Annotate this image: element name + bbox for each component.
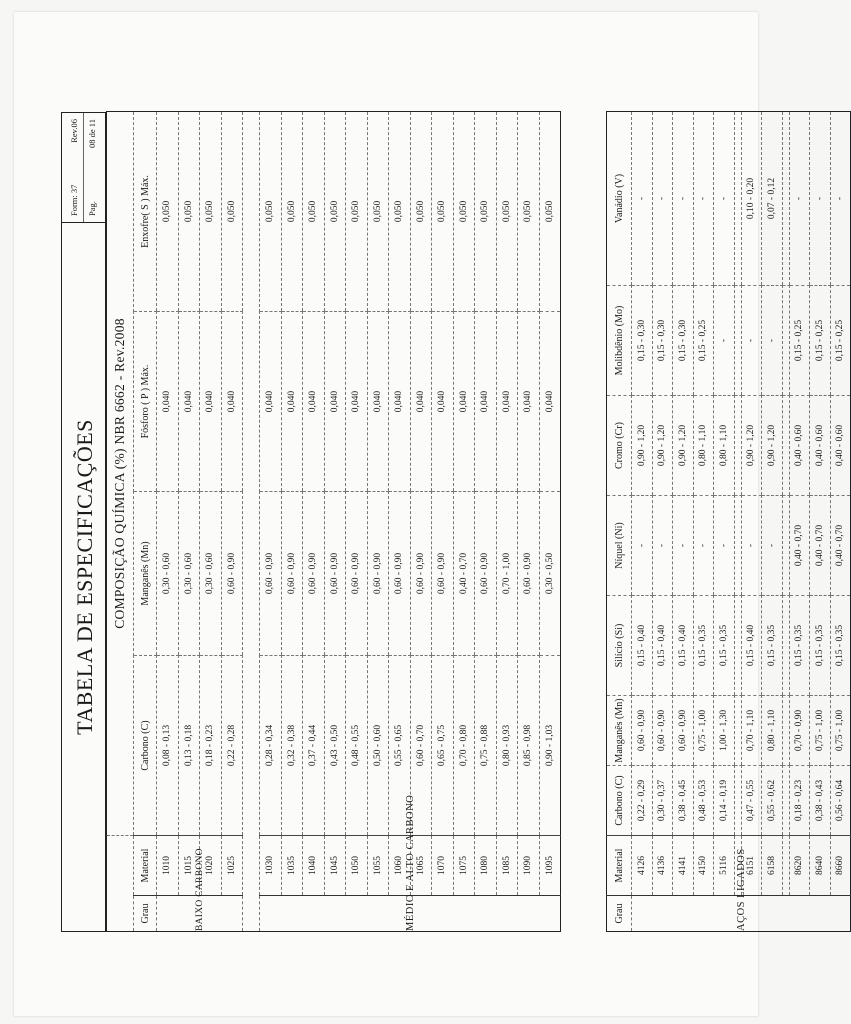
value-cell: 0,80 - 0,93 bbox=[496, 656, 518, 836]
value-cell: 0,15 - 0,35 bbox=[810, 596, 831, 696]
table2-header-cell: Material bbox=[607, 836, 632, 896]
value-cell: 0,050 bbox=[539, 111, 561, 311]
value-cell: 0,040 bbox=[389, 312, 411, 492]
table-row bbox=[221, 111, 243, 931]
value-cell: 0,90 - 1,20 bbox=[762, 396, 783, 496]
value-cell: 0,10 - 0,20 bbox=[741, 112, 762, 286]
value-cell: 0,15 - 0,40 bbox=[741, 596, 762, 696]
value-cell: 0,15 - 0,40 bbox=[632, 596, 653, 696]
value-cell: 0,40 - 0,70 bbox=[789, 496, 810, 596]
value-cell: - bbox=[789, 112, 810, 286]
value-cell: 0,90 - 1,20 bbox=[632, 396, 653, 496]
value-cell: 0,90 - 1,20 bbox=[741, 396, 762, 496]
table-row bbox=[346, 111, 368, 931]
table-row bbox=[830, 112, 851, 932]
group-gap-row bbox=[243, 111, 260, 931]
value-cell: 0,040 bbox=[367, 312, 389, 492]
table-row bbox=[539, 111, 561, 931]
table-row bbox=[762, 112, 783, 932]
gap-cell bbox=[782, 112, 789, 286]
value-cell: 0,55 - 0,62 bbox=[762, 766, 783, 836]
form-info-box bbox=[62, 113, 107, 223]
value-cell: - bbox=[714, 496, 735, 596]
value-cell: 0,60 - 0,90 bbox=[518, 492, 540, 656]
value-cell: 0,040 bbox=[281, 312, 303, 492]
value-cell: - bbox=[741, 286, 762, 396]
value-cell: - bbox=[762, 496, 783, 596]
value-cell: 0,15 - 0,35 bbox=[714, 596, 735, 696]
table-row bbox=[475, 111, 497, 931]
material-cell: 1070 bbox=[432, 836, 454, 896]
value-cell: 0,15 - 0,25 bbox=[693, 286, 714, 396]
value-cell: 0,80 - 1,10 bbox=[762, 696, 783, 766]
table-row bbox=[303, 111, 325, 931]
value-cell: 0,40 - 0,60 bbox=[830, 396, 851, 496]
row-gap bbox=[782, 112, 789, 932]
gap-cell bbox=[782, 396, 789, 496]
value-cell: 0,15 - 0,30 bbox=[652, 286, 673, 396]
material-cell: 6151 bbox=[741, 836, 762, 896]
value-cell: 0,70 - 1,10 bbox=[741, 696, 762, 766]
value-cell: 0,040 bbox=[475, 312, 497, 492]
value-cell: 0,47 - 0,55 bbox=[741, 766, 762, 836]
value-cell: 0,15 - 0,35 bbox=[830, 596, 851, 696]
value-cell: 0,15 - 0,25 bbox=[810, 286, 831, 396]
table1-header-row bbox=[134, 111, 157, 931]
value-cell: 0,22 - 0,29 bbox=[632, 766, 653, 836]
value-cell: 0,15 - 0,30 bbox=[673, 286, 694, 396]
value-cell: 0,28 - 0,34 bbox=[260, 656, 282, 836]
table-row bbox=[157, 111, 179, 931]
value-cell: 0,15 - 0,40 bbox=[673, 596, 694, 696]
table2-header-cell: Molibdênio (Mo) bbox=[607, 286, 632, 396]
value-cell: 0,15 - 0,40 bbox=[652, 596, 673, 696]
value-cell: 0,75 - 1,00 bbox=[830, 696, 851, 766]
value-cell: 0,60 - 0,90 bbox=[432, 492, 454, 656]
value-cell: 0,60 - 0,90 bbox=[221, 492, 243, 656]
value-cell: 0,80 - 1,10 bbox=[693, 396, 714, 496]
table-row bbox=[178, 111, 200, 931]
value-cell: 0,050 bbox=[221, 111, 243, 311]
value-cell: 0,60 - 0,70 bbox=[410, 656, 432, 836]
value-cell: 0,40 - 0,60 bbox=[789, 396, 810, 496]
gap-cell bbox=[734, 396, 741, 496]
value-cell: 0,050 bbox=[157, 111, 179, 311]
material-cell: 1055 bbox=[367, 836, 389, 896]
material-cell: 1045 bbox=[324, 836, 346, 896]
value-cell: - bbox=[652, 112, 673, 286]
table2-header-cell: Carbono (C) bbox=[607, 766, 632, 836]
value-cell: 0,050 bbox=[178, 111, 200, 311]
group-label: AÇOS LIGADOS bbox=[632, 896, 851, 932]
material-cell: 1050 bbox=[346, 836, 368, 896]
value-cell: 0,040 bbox=[178, 312, 200, 492]
value-cell: 0,40 - 0,70 bbox=[453, 492, 475, 656]
table2-header-cell: Grau bbox=[607, 896, 632, 932]
value-cell: 0,56 - 0,64 bbox=[830, 766, 851, 836]
value-cell: 0,60 - 0,90 bbox=[346, 492, 368, 656]
table-row bbox=[632, 112, 653, 932]
value-cell: 0,38 - 0,43 bbox=[810, 766, 831, 836]
material-cell: 1080 bbox=[475, 836, 497, 896]
value-cell: 0,050 bbox=[281, 111, 303, 311]
gap-cell bbox=[734, 766, 741, 836]
value-cell: 0,15 - 0,35 bbox=[762, 596, 783, 696]
value-cell: 0,050 bbox=[367, 111, 389, 311]
value-cell: 0,30 - 0,37 bbox=[652, 766, 673, 836]
gap-cell bbox=[782, 496, 789, 596]
value-cell: 0,80 - 1,10 bbox=[714, 396, 735, 496]
specification-sheet bbox=[61, 112, 846, 932]
value-cell: 0,050 bbox=[518, 111, 540, 311]
value-cell: - bbox=[762, 286, 783, 396]
alloy-steel-table bbox=[606, 111, 851, 932]
value-cell: 0,040 bbox=[432, 312, 454, 492]
material-cell: 1040 bbox=[303, 836, 325, 896]
value-cell: 0,050 bbox=[432, 111, 454, 311]
gap-cell bbox=[734, 496, 741, 596]
value-cell: 0,60 - 0,90 bbox=[389, 492, 411, 656]
value-cell: 0,75 - 1,00 bbox=[810, 696, 831, 766]
table2-header-cell: Manganês (Mn) bbox=[607, 696, 632, 766]
table-row bbox=[496, 111, 518, 931]
value-cell: 0,85 - 0,98 bbox=[518, 656, 540, 836]
value-cell: 0,38 - 0,45 bbox=[673, 766, 694, 836]
gap-cell bbox=[782, 596, 789, 696]
table-row bbox=[518, 111, 540, 931]
value-cell: 0,040 bbox=[200, 312, 222, 492]
value-cell: 0,050 bbox=[496, 111, 518, 311]
value-cell: 0,70 - 0,90 bbox=[789, 696, 810, 766]
group-label: MÉDIO E ALTO CARBONO bbox=[260, 896, 561, 932]
value-cell: 0,60 - 0,90 bbox=[303, 492, 325, 656]
gap-cell bbox=[782, 836, 789, 896]
value-cell: 0,60 - 0,90 bbox=[367, 492, 389, 656]
composition-heading: COMPOSIÇÃO QUÍMICA (%) NBR 6662 - Rev.2008 bbox=[107, 111, 134, 835]
value-cell: 0,040 bbox=[410, 312, 432, 492]
value-cell: 0,70 - 0,80 bbox=[453, 656, 475, 836]
table1-header-cell: Fósforo ( P ) Máx. bbox=[134, 312, 157, 492]
value-cell: - bbox=[632, 496, 653, 596]
table1-header-cell: Grau bbox=[134, 896, 157, 932]
value-cell: 0,07 - 0,12 bbox=[762, 112, 783, 286]
material-cell: 6158 bbox=[762, 836, 783, 896]
material-cell: 1095 bbox=[539, 836, 561, 896]
table2-header-cell: Silício (Si) bbox=[607, 596, 632, 696]
gap-cell bbox=[734, 696, 741, 766]
value-cell: 0,15 - 0,25 bbox=[830, 286, 851, 396]
gap-cell bbox=[243, 111, 260, 931]
material-cell: 4150 bbox=[693, 836, 714, 896]
material-cell: 5116 bbox=[714, 836, 735, 896]
table-row bbox=[367, 111, 389, 931]
value-cell: 0,040 bbox=[346, 312, 368, 492]
value-cell: - bbox=[673, 112, 694, 286]
table-row bbox=[673, 112, 694, 932]
value-cell: 0,050 bbox=[324, 111, 346, 311]
value-cell: 0,60 - 0,90 bbox=[632, 696, 653, 766]
value-cell: 0,22 - 0,28 bbox=[221, 656, 243, 836]
form-divider bbox=[83, 113, 84, 222]
value-cell: 0,75 - 0,88 bbox=[475, 656, 497, 836]
composition-heading-row bbox=[107, 111, 134, 931]
material-cell: 4136 bbox=[652, 836, 673, 896]
value-cell: 0,18 - 0,23 bbox=[789, 766, 810, 836]
carbon-steel-table bbox=[106, 111, 561, 932]
value-cell: 0,40 - 0,60 bbox=[810, 396, 831, 496]
value-cell: 0,13 - 0,18 bbox=[178, 656, 200, 836]
value-cell: 0,050 bbox=[200, 111, 222, 311]
gap-cell bbox=[782, 696, 789, 766]
material-cell: 1025 bbox=[221, 836, 243, 896]
value-cell: - bbox=[714, 286, 735, 396]
value-cell: 0,040 bbox=[496, 312, 518, 492]
table-row bbox=[260, 111, 282, 931]
table2-header-cell: Vanádio (V) bbox=[607, 112, 632, 286]
value-cell: 0,30 - 0,50 bbox=[539, 492, 561, 656]
value-cell: 0,60 - 0,90 bbox=[673, 696, 694, 766]
value-cell: 0,15 - 0,35 bbox=[789, 596, 810, 696]
value-cell: 0,050 bbox=[389, 111, 411, 311]
material-cell: 8640 bbox=[810, 836, 831, 896]
value-cell: - bbox=[632, 112, 653, 286]
value-cell: - bbox=[652, 496, 673, 596]
value-cell: - bbox=[693, 496, 714, 596]
value-cell: 0,040 bbox=[260, 312, 282, 492]
material-cell: 4126 bbox=[632, 836, 653, 896]
value-cell: 0,050 bbox=[475, 111, 497, 311]
group-label: BAIXO CARBONO bbox=[157, 896, 243, 932]
value-cell: 0,65 - 0,75 bbox=[432, 656, 454, 836]
table1-header-cell: Carbono (C) bbox=[134, 656, 157, 836]
value-cell: 0,040 bbox=[539, 312, 561, 492]
row-gap bbox=[734, 112, 741, 932]
value-cell: 0,18 - 0,23 bbox=[200, 656, 222, 836]
table-row bbox=[741, 112, 762, 932]
table-row bbox=[810, 112, 831, 932]
gap-cell bbox=[782, 766, 789, 836]
material-cell: 8620 bbox=[789, 836, 810, 896]
material-cell: 1030 bbox=[260, 836, 282, 896]
table-row bbox=[714, 112, 735, 932]
value-cell: 0,14 - 0,19 bbox=[714, 766, 735, 836]
page-number: 08 de 11 bbox=[87, 119, 97, 148]
table-row bbox=[453, 111, 475, 931]
value-cell: 0,08 - 0,13 bbox=[157, 656, 179, 836]
material-cell: 1075 bbox=[453, 836, 475, 896]
material-cell: 1035 bbox=[281, 836, 303, 896]
page-label: Pag. bbox=[87, 201, 97, 216]
table2-header-row bbox=[607, 112, 632, 932]
value-cell: 0,90 - 1,03 bbox=[539, 656, 561, 836]
value-cell: 0,40 - 0,70 bbox=[810, 496, 831, 596]
value-cell: 1,00 - 1,30 bbox=[714, 696, 735, 766]
material-cell: 1060 bbox=[389, 836, 411, 896]
value-cell: 0,55 - 0,65 bbox=[389, 656, 411, 836]
table2-header-cell: Cromo (Cr) bbox=[607, 396, 632, 496]
value-cell: 0,30 - 0,60 bbox=[178, 492, 200, 656]
value-cell: - bbox=[693, 112, 714, 286]
value-cell: - bbox=[673, 496, 694, 596]
table-row bbox=[324, 111, 346, 931]
heading-spacer bbox=[107, 836, 134, 932]
table-row bbox=[652, 112, 673, 932]
value-cell: 0,60 - 0,90 bbox=[652, 696, 673, 766]
value-cell: 0,40 - 0,70 bbox=[830, 496, 851, 596]
gap-cell bbox=[734, 286, 741, 396]
value-cell: 0,050 bbox=[346, 111, 368, 311]
value-cell: 0,050 bbox=[303, 111, 325, 311]
material-cell: 1085 bbox=[496, 836, 518, 896]
value-cell: 0,040 bbox=[518, 312, 540, 492]
table1-header-cell: Material bbox=[134, 836, 157, 896]
value-cell: 0,90 - 1,20 bbox=[652, 396, 673, 496]
value-cell: 0,60 - 0,90 bbox=[281, 492, 303, 656]
table-row bbox=[789, 112, 810, 932]
table-row bbox=[432, 111, 454, 931]
material-cell: 1065 bbox=[410, 836, 432, 896]
material-cell: 1020 bbox=[200, 836, 222, 896]
value-cell: 0,050 bbox=[410, 111, 432, 311]
value-cell: 0,75 - 1,00 bbox=[693, 696, 714, 766]
gap-cell bbox=[734, 596, 741, 696]
value-cell: 0,60 - 0,90 bbox=[410, 492, 432, 656]
value-cell: 0,15 - 0,30 bbox=[632, 286, 653, 396]
value-cell: 0,30 - 0,60 bbox=[157, 492, 179, 656]
value-cell: - bbox=[714, 112, 735, 286]
gap-cell bbox=[782, 286, 789, 396]
table-row bbox=[693, 112, 714, 932]
value-cell: 0,040 bbox=[221, 312, 243, 492]
revision-label: Rev.06 bbox=[69, 119, 79, 143]
value-cell: 0,050 bbox=[260, 111, 282, 311]
value-cell: 0,040 bbox=[303, 312, 325, 492]
value-cell: 0,050 bbox=[453, 111, 475, 311]
value-cell: 0,50 - 0,60 bbox=[367, 656, 389, 836]
value-cell: 0,32 - 0,38 bbox=[281, 656, 303, 836]
material-cell: 1015 bbox=[178, 836, 200, 896]
value-cell: 0,60 - 0,90 bbox=[324, 492, 346, 656]
value-cell: - bbox=[810, 112, 831, 286]
material-cell: 1010 bbox=[157, 836, 179, 896]
value-cell: 0,040 bbox=[324, 312, 346, 492]
document-title: TABELA DE ESPECIFICAÇÕES bbox=[71, 419, 97, 735]
value-cell: 0,43 - 0,50 bbox=[324, 656, 346, 836]
material-cell: 1090 bbox=[518, 836, 540, 896]
gap-cell bbox=[734, 112, 741, 286]
value-cell: - bbox=[741, 496, 762, 596]
value-cell: 0,040 bbox=[453, 312, 475, 492]
value-cell: 0,60 - 0,90 bbox=[260, 492, 282, 656]
table2-header-cell: Níquel (Ni) bbox=[607, 496, 632, 596]
material-cell: 8660 bbox=[830, 836, 851, 896]
value-cell: 0,040 bbox=[157, 312, 179, 492]
value-cell: 0,15 - 0,25 bbox=[789, 286, 810, 396]
title-box bbox=[61, 112, 106, 932]
value-cell: 0,90 - 1,20 bbox=[673, 396, 694, 496]
value-cell: 0,15 - 0,35 bbox=[693, 596, 714, 696]
material-cell: 4141 bbox=[673, 836, 694, 896]
value-cell: - bbox=[830, 112, 851, 286]
value-cell: 0,70 - 1,00 bbox=[496, 492, 518, 656]
table-row bbox=[200, 111, 222, 931]
table1-header-cell: Enxofre( S ) Máx. bbox=[134, 111, 157, 311]
table-row bbox=[281, 111, 303, 931]
value-cell: 0,48 - 0,53 bbox=[693, 766, 714, 836]
value-cell: 0,60 - 0,90 bbox=[475, 492, 497, 656]
table1-header-cell: Manganês (Mn) bbox=[134, 492, 157, 656]
value-cell: 0,30 - 0,60 bbox=[200, 492, 222, 656]
form-number: Form: 37 bbox=[69, 184, 79, 216]
value-cell: 0,37 - 0,44 bbox=[303, 656, 325, 836]
value-cell: 0,48 - 0,55 bbox=[346, 656, 368, 836]
